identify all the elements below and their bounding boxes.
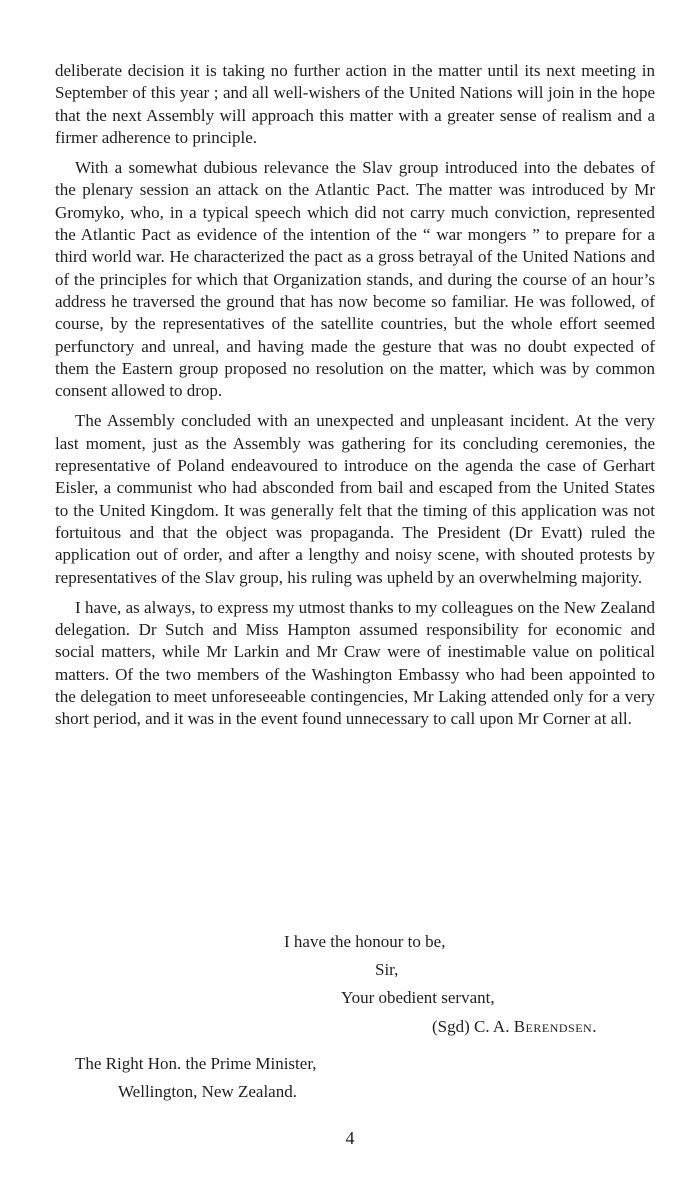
addressee-title: The Right Hon. the Prime Minister, — [75, 1054, 317, 1073]
paragraph-2: With a somewhat dubious relevance the Slav group introduced into the debates of the plenary session an attack on the Atlantic Pact. The matter was introduced by Mr Gromyko, who, in a typical speech which did not carry much conviction, represented the Atlantic Pact as evidence of the intention of the “ war mongers ” to prepare for a third world war. He characterized the pact as a gross betrayal of the United Nations and of the principles for which that Organization stands, and during the course of an hour’s address he traversed the ground that has now become so familiar. He was followed, of course, by the representatives of the satellite countries, but the whole effort seemed perfunctory and unreal, and having made the gesture that was no doubt expected of them the Eastern group proposed no resolution on the matter, which was by common consent allowed to drop. — [55, 158, 655, 401]
signature-prefix: (Sgd) C. A. — [432, 1017, 514, 1036]
addressee-location: Wellington, New Zealand. — [118, 1082, 297, 1101]
closing-line-servant: Your obedient servant, — [341, 988, 495, 1007]
addressee-block — [75, 1050, 317, 1106]
page-number: 4 — [345, 1128, 355, 1148]
closing-line-honour: I have the honour to be, — [284, 932, 446, 951]
signature — [432, 1012, 597, 1042]
paragraph-4: I have, as always, to express my utmost thanks to my colleagues on the New Zealand delegation. Dr Sutch and Miss Hampton assumed responsibility for economic and social matters, while Mr Larkin and Mr Craw were of inestimable value on political matters. Of the two members of the Washington Embassy who had been appointed to the delegation to meet unforeseeable contingencies, Mr Laking attended only for a very short period, and it was in the event found unnecessary to call upon Mr Corner at all. — [55, 597, 655, 729]
paragraph-3: The Assembly concluded with an unexpected and unpleasant incident. At the very last moment, just as the Assembly was gathering for its concluding ceremonies, the representative of Poland endeavoured to introduce on the agenda the case of Gerhart Eisler, a communist who had absconded from bail and escaped from the United States to the United Kingdom. It was generally felt that the timing of this application was not fortuitous and that the object was propaganda. The President (Dr Evatt) ruled the application out of order, and after a lengthy and noisy scene, with shouted protests by representatives of the Slav group, his ruling was upheld by an overwhelming majority. — [55, 411, 655, 587]
signature-name: Berendsen. — [513, 1017, 597, 1036]
paragraph-1: deliberate decision it is taking no further action in the matter until its next meeting in September of this year ; and all well-wishers of the United Nations will join in the hope that the next Assembly will approach this matter with a greater sense of realism and a firmer adherence to principle. — [55, 61, 655, 147]
closing-line-sir: Sir, — [375, 960, 399, 979]
letter-body — [55, 60, 655, 739]
